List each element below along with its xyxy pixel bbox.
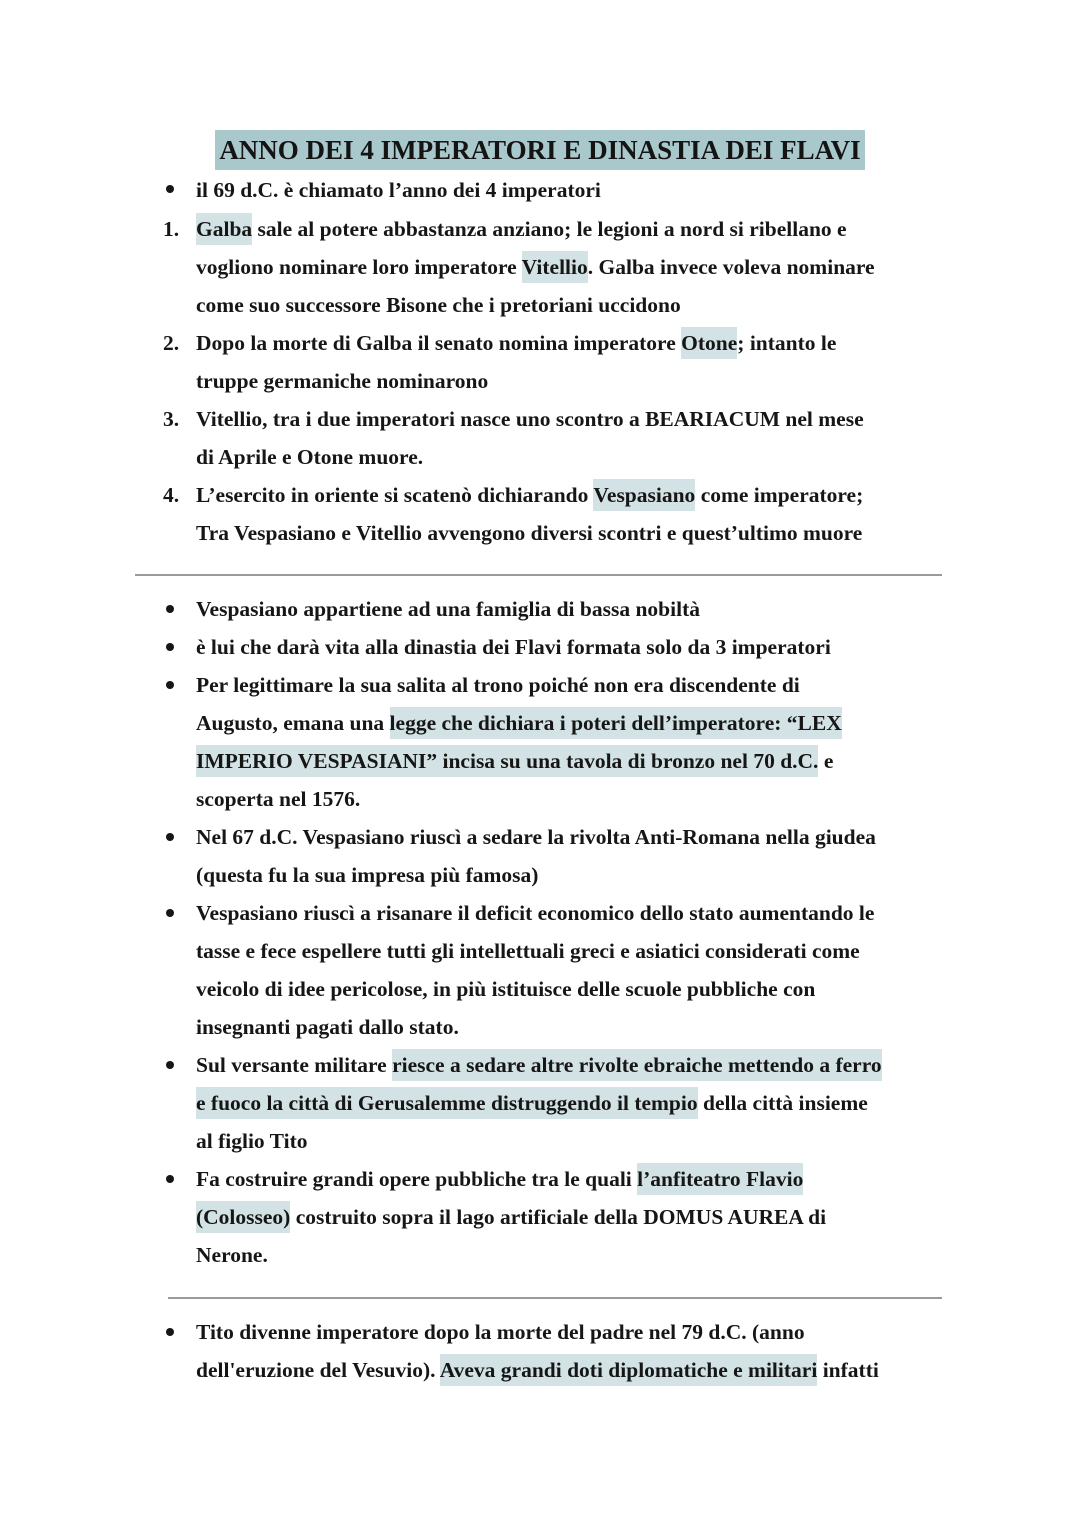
bullet-line: veicolo di idee pericolose, in più istituisce delle scuole pubbliche con <box>196 977 816 1001</box>
list-number: 4. <box>163 483 180 507</box>
highlight: Vespasiano <box>593 479 695 511</box>
bullet-line: Vespasiano riuscì a risanare il deficit economico dello stato aumentando le <box>196 901 875 925</box>
bullet-line: tasse e fece espellere tutti gli intellettuali greci e asiatici considerati come <box>196 939 860 963</box>
highlight: (Colosseo) <box>196 1201 290 1233</box>
bullet-line: Tito divenne imperatore dopo la morte del padre nel 79 d.C. (anno <box>196 1320 805 1344</box>
bullet-line: insegnanti pagati dallo stato. <box>196 1015 459 1039</box>
highlight: IMPERIO VESPASIANI” incisa su una tavola di bronzo nel 70 d.C. <box>196 745 818 777</box>
title-wrap <box>0 130 1080 170</box>
list-item-line: truppe germaniche nominarono <box>196 369 489 393</box>
bullet-icon <box>166 605 174 613</box>
list-item-line: Vitellio, tra i due imperatori nasce uno scontro a BEARIACUM nel mese <box>196 407 864 431</box>
bullet-line: Vespasiano appartiene ad una famiglia di bassa nobiltà <box>196 597 700 621</box>
highlight: Vitellio <box>522 251 588 283</box>
list-item-line: di Aprile e Otone muore. <box>196 445 424 469</box>
list-item-line: vogliono nominare loro imperatore Vitellio. Galba invece voleva nominare <box>196 252 875 282</box>
intro-bullet-text: il 69 d.C. è chiamato l’anno dei 4 imperatori <box>196 178 601 202</box>
section-divider <box>168 1297 942 1299</box>
list-item-line: Galba sale al potere abbastanza anziano; le legioni a nord si ribellano e <box>196 214 847 244</box>
list-item-line: Tra Vespasiano e Vitellio avvengono diversi scontri e quest’ultimo muore <box>196 521 863 545</box>
highlight: Otone <box>681 327 737 359</box>
bullet-line: Fa costruire grandi opere pubbliche tra le quali l’anfiteatro Flavio <box>196 1164 803 1194</box>
highlight: legge che dichiara i poteri dell’imperatore: “LEX <box>390 707 842 739</box>
bullet-icon <box>166 1175 174 1183</box>
highlight: riesce a sedare altre rivolte ebraiche mettendo a ferro <box>392 1049 882 1081</box>
section-divider <box>135 574 942 576</box>
bullet-line: scoperta nel 1576. <box>196 787 361 811</box>
bullet-line: al figlio Tito <box>196 1129 308 1153</box>
bullet-icon <box>166 643 174 651</box>
bullet-line: Augusto, emana una legge che dichiara i poteri dell’imperatore: “LEX <box>196 708 842 738</box>
bullet-line: Per legittimare la sua salita al trono poiché non era discendente di <box>196 673 800 697</box>
list-number: 1. <box>163 217 180 241</box>
list-item-line: come suo successore Bisone che i pretoriani uccidono <box>196 293 681 317</box>
bullet-line: IMPERIO VESPASIANI” incisa su una tavola di bronzo nel 70 d.C. e <box>196 746 833 776</box>
bullet-line: Sul versante militare riesce a sedare altre rivolte ebraiche mettendo a ferro <box>196 1050 882 1080</box>
highlight: Galba <box>196 213 252 245</box>
bullet-icon <box>166 1061 174 1069</box>
bullet-line: dell'eruzione del Vesuvio). Aveva grandi doti diplomatiche e militari infatti <box>196 1355 879 1385</box>
bullet-icon <box>166 833 174 841</box>
bullet-icon <box>166 185 174 193</box>
bullet-line: e fuoco la città di Gerusalemme distruggendo il tempio della città insieme <box>196 1088 868 1118</box>
bullet-line: è lui che darà vita alla dinastia dei Flavi formata solo da 3 imperatori <box>196 635 831 659</box>
list-item-line: L’esercito in oriente si scatenò dichiarando Vespasiano come imperatore; <box>196 480 863 510</box>
document-title: ANNO DEI 4 IMPERATORI E DINASTIA DEI FLAVI <box>215 130 864 170</box>
bullet-line: Nel 67 d.C. Vespasiano riuscì a sedare la rivolta Anti-Romana nella giudea <box>196 825 876 849</box>
list-number: 3. <box>163 407 180 431</box>
highlight: Aveva grandi doti diplomatiche e militari <box>440 1354 818 1386</box>
bullet-icon <box>166 681 174 689</box>
highlight: e fuoco la città di Gerusalemme distruggendo il tempio <box>196 1087 698 1119</box>
list-item-line: Dopo la morte di Galba il senato nomina imperatore Otone; intanto le <box>196 328 836 358</box>
bullet-line: Nerone. <box>196 1243 268 1267</box>
bullet-line: (questa fu la sua impresa più famosa) <box>196 863 539 887</box>
bullet-line: (Colosseo) costruito sopra il lago artificiale della DOMUS AUREA di <box>196 1202 826 1232</box>
highlight: l’anfiteatro Flavio <box>637 1163 803 1195</box>
bullet-icon <box>166 1328 174 1336</box>
bullet-icon <box>166 909 174 917</box>
list-number: 2. <box>163 331 180 355</box>
